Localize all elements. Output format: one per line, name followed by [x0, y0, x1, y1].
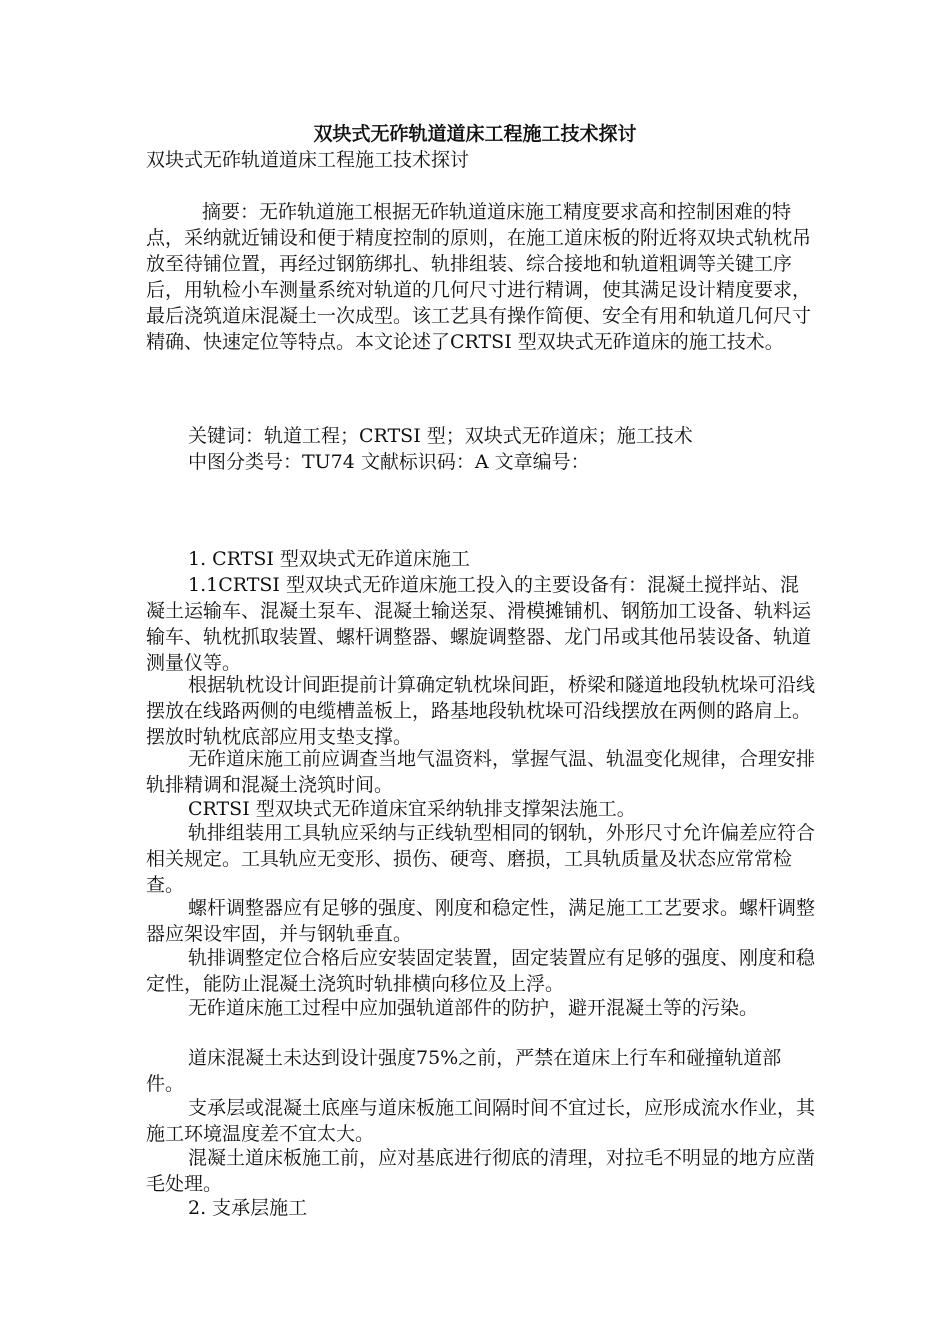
body-paragraph: 1.1CRTSⅠ 型双块式无砟道床施工投入的主要设备有：混凝土搅拌站、混凝土运输车、混凝土泵车、混凝土输送泵、滑模摊铺机、钢筋加工设备、轨料运输车、轨枕抓取装置、螺杆调整器、螺旋调整器、龙门吊或其他吊装设备、轨道测量仪等。 [146, 574, 812, 674]
body-paragraph: 根据轨枕设计间距提前计算确定轨枕垛间距，桥梁和隧道地段轨枕垛可沿线摆放在线路两侧的电缆槽盖板上，路基地段轨枕垛可沿线摆放在两侧的路肩上。摆放时轨枕底部应用支垫支撑。 [146, 674, 816, 748]
body-paragraph: 螺杆调整器应有足够的强度、刚度和稳定性，满足施工工艺要求。螺杆调整器应架设牢固，并与钢轨垂直。 [146, 897, 816, 945]
classification-line: 中图分类号：TU74 文献标识码：A 文章编号： [188, 451, 590, 473]
body-paragraph: 轨排组装用工具轨应采纳与正线轨型相同的钢轨，外形尺寸允许偏差应符合相关规定。工具轨应无变形、损伤、硬弯、磨损，工具轨质量及状态应常常检查。 [146, 822, 816, 896]
section-1-heading: 1. CRTSⅠ 型双块式无砟道床施工 [188, 548, 470, 570]
document-subtitle: 双块式无砟轨道道床工程施工技术探讨 [146, 149, 470, 171]
body-paragraph: 无砟道床施工过程中应加强轨道部件的防护，避开混凝土等的污染。 [188, 997, 759, 1019]
document-title: 双块式无砟轨道道床工程施工技术探讨 [313, 123, 637, 145]
body-paragraph: 支承层或混凝土底座与道床板施工间隔时间不宜过长，应形成流水作业，其施工环境温度差不宜太大。 [146, 1097, 816, 1145]
body-paragraph: 道床混凝土未达到设计强度75%之前，严禁在道床上行车和碰撞轨道部件。 [146, 1047, 782, 1095]
body-paragraph: CRTSⅠ 型双块式无砟道床宜采纳轨排支撑架法施工。 [188, 798, 636, 820]
body-paragraph: 无砟道床施工前应调查当地气温资料，掌握气温、轨温变化规律，合理安排轨排精调和混凝土浇筑时间。 [146, 748, 816, 796]
section-2-heading: 2. 支承层施工 [188, 1197, 308, 1219]
abstract-paragraph: 摘要：无砟轨道施工根据无砟轨道道床施工精度要求高和控制困难的特点，采纳就近铺设和便于精度控制的原则，在施工道床板的附近将双块式轨枕吊放至待铺位置，再经过钢筋绑扎、轨排组装、综合接地和轨道粗调等关键工序后，用轨检小车测量系统对轨道的几何尺寸进行精调，使其满足设计精度要求，最后浇筑道床混凝土一次成型。该工艺具有操作简便、安全有用和轨道几何尺寸精确、快速定位等特点。本文论述了CRTSⅠ 型双块式无砟道床的施工技术。 [146, 201, 812, 353]
keywords-line: 关键词：轨道工程；CRTSⅠ 型；双块式无砟道床；施工技术 [188, 425, 693, 447]
body-paragraph: 轨排调整定位合格后应安装固定装置，固定装置应有足够的强度、刚度和稳定性，能防止混凝土浇筑时轨排横向移位及上浮。 [146, 947, 816, 995]
body-paragraph: 混凝土道床板施工前，应对基底进行彻底的清理，对拉毛不明显的地方应凿毛处理。 [146, 1147, 816, 1195]
